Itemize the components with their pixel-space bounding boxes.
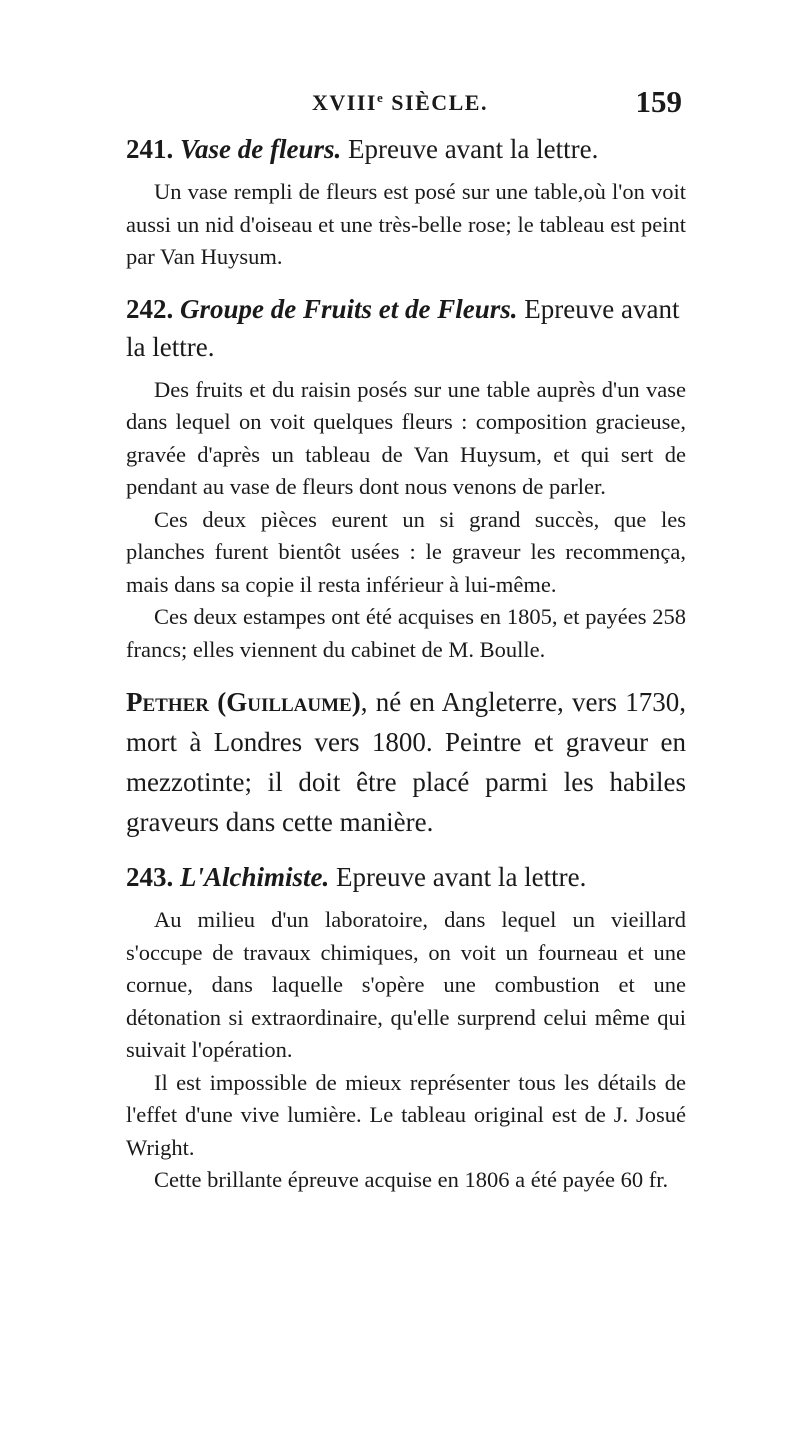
entry-state: Epreuve avant la lettre. [126, 293, 680, 362]
entry-paragraph: Un vase rempli de fleurs est posé sur une table,où l'on voit aussi un nid d'oiseau et une très-belle rose; le tableau est peint par Van Huysum. [126, 179, 686, 269]
entry-title: Groupe de Fruits et de Fleurs. [180, 293, 518, 324]
artist-description: , né en Angleterre, vers 1730, mort à Londres vers 1800. Peintre et graveur en mezzotinte; il doit être placé parmi les habiles graveurs dans cette manière. [126, 687, 686, 837]
entry-title: Vase de fleurs. [180, 134, 342, 164]
artist-name: Pether (Guillaume) [126, 687, 361, 717]
entry-paragraph: Des fruits et du raisin posés sur une table auprès d'un vase dans lequel on voit quelques fleurs : composition gracieuse, gravée d'après un tableau de Van Huysum, et qui sert de pendant au vase de fleurs dont nous venons de parler. [126, 376, 686, 499]
entry-paragraph: Au milieu d'un laboratoire, dans lequel un vieillard s'occupe de travaux chimiques, on voit un fourneau et une cornue, dans laquelle s'opère une combustion et une détonation si extraordinaire, qu'elle surprend celui même qui suivait l'opération. [126, 907, 686, 1062]
entry-state: Epreuve avant la lettre. [348, 134, 599, 164]
entry-title: L'Alchimiste. [180, 862, 330, 892]
century-word: SIÈCLE. [391, 90, 488, 115]
century-numeral: XVIII [312, 90, 377, 115]
page-number: 159 [635, 84, 682, 119]
entry-paragraph: Ces deux estampes ont été acquises en 1805, et payées 258 francs; elles viennent du cabinet de M. Boulle. [126, 604, 686, 662]
catalogue-entry-241 [126, 130, 686, 274]
catalogue-entry-242 [126, 290, 686, 667]
catalogue-entry-243 [126, 858, 686, 1197]
entry-number: 242. [126, 293, 174, 324]
entry-heading [126, 130, 686, 168]
century-superscript: e [376, 90, 385, 105]
entry-state: Epreuve avant la lettre. [336, 862, 587, 892]
entry-number: 241. [126, 134, 174, 164]
running-head [0, 84, 800, 124]
entry-paragraph: Cette brillante épreuve acquise en 1806 a été payée 60 fr. [154, 1167, 669, 1192]
artist-biography [126, 682, 686, 842]
entry-heading [126, 290, 686, 366]
entry-paragraph: Ces deux pièces eurent un si grand succès, que les planches furent bientôt usées : le graveur les recommença, mais dans sa copie il resta inférieur à lui-même. [126, 506, 686, 597]
entry-number: 243. [126, 862, 174, 892]
entry-heading [126, 858, 686, 896]
body-text [126, 130, 686, 1213]
entry-paragraph: Il est impossible de mieux représenter tous les détails de l'effet d'une vive lumière. Le tableau original est de J. Josué Wright. [126, 1069, 686, 1160]
